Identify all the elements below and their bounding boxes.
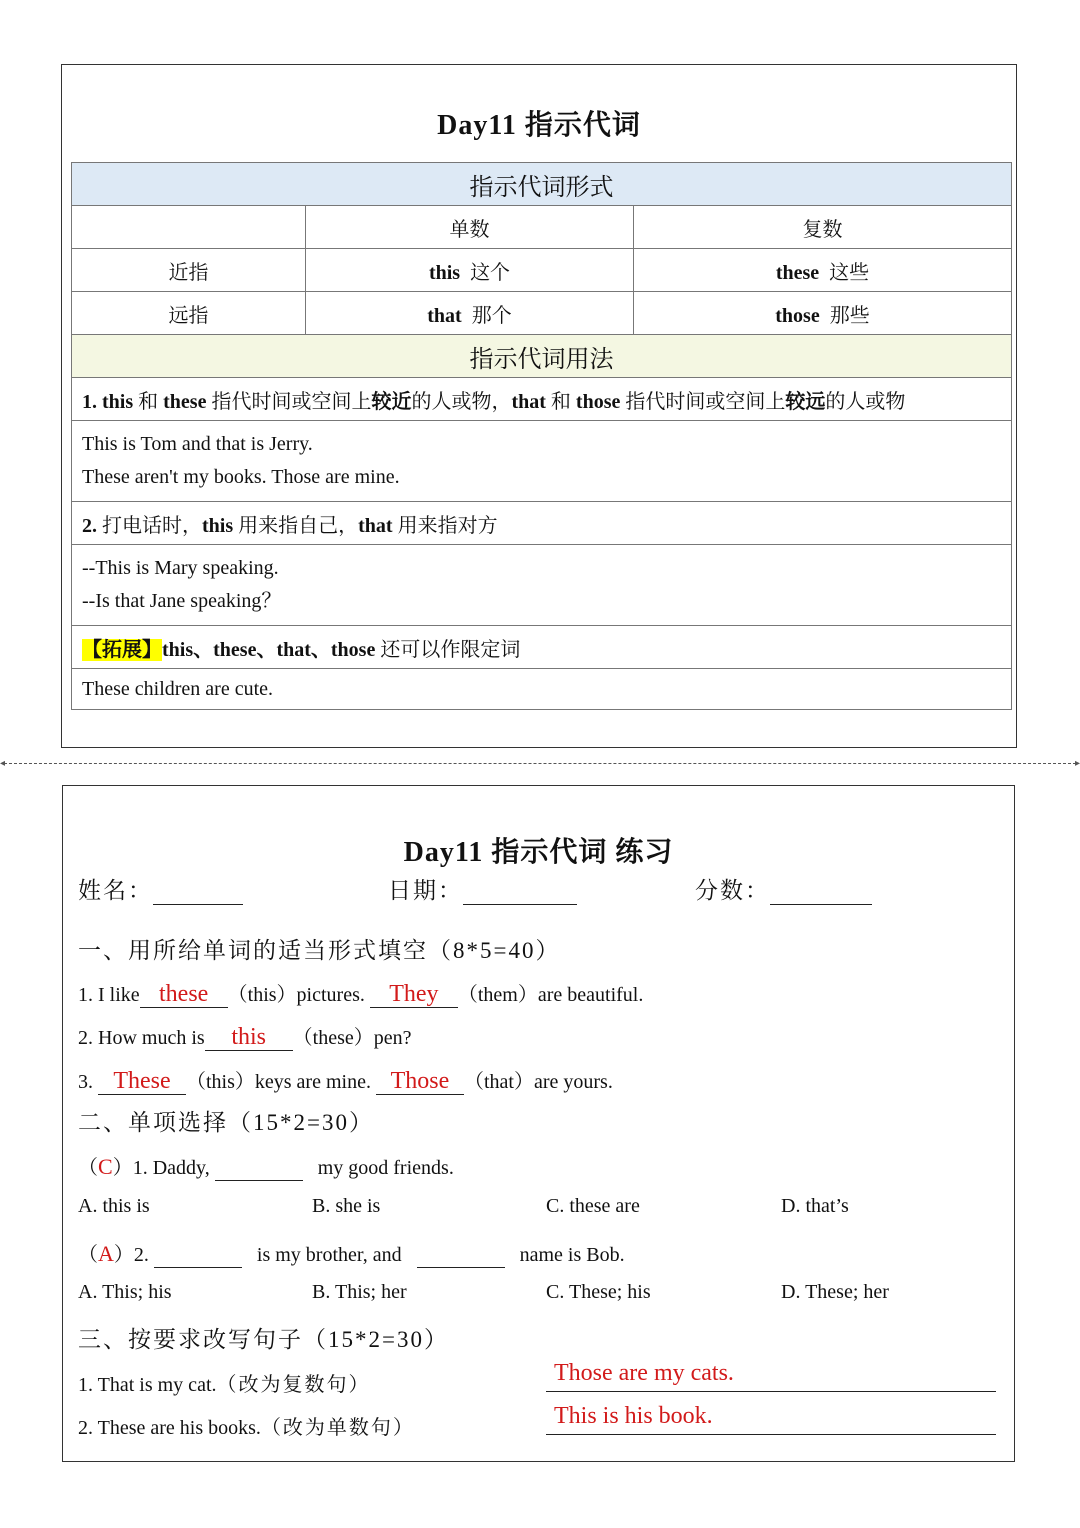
divider-right-arrow-icon: ▸ [1074, 758, 1080, 769]
far-plural: those 那些 [634, 292, 1012, 335]
mc-option-1c[interactable]: C. these are [546, 1195, 640, 1217]
forms-header: 指示代词形式 [72, 163, 1012, 206]
exercise-card [62, 785, 1015, 1462]
section-3-heading: 三、按要求改写句子（15*2=30） [78, 1327, 449, 1352]
fill-answer-1b[interactable]: They [370, 981, 458, 1008]
rewrite-answer-2[interactable]: This is his book. [546, 1403, 996, 1435]
mc-question-2: （A）2. is my brother, and name is Bob. [78, 1241, 625, 1266]
near-row [72, 249, 1012, 292]
near-plural: these 这些 [634, 249, 1012, 292]
exercise-title: Day11 指示代词 练习 [403, 837, 674, 868]
page-divider [4, 763, 1076, 764]
mc-option-1d[interactable]: D. that’s [781, 1195, 849, 1217]
rewrite-question-1: 1. That is my cat.（改为复数句） [78, 1374, 371, 1396]
singular-header: 单数 [306, 206, 634, 249]
mc-answer-1[interactable]: C [98, 1154, 113, 1179]
fill-question-1: 1. I like these （this）pictures. They （them）are beautiful. [78, 981, 644, 1007]
extend-rule: 【拓展】this、these、that、those 还可以作限定词 [72, 626, 1012, 669]
fill-answer-3a[interactable]: These [98, 1068, 186, 1095]
grammar-table [71, 162, 1012, 710]
mc-option-2b[interactable]: B. This; her [312, 1281, 407, 1303]
date-blank[interactable] [463, 878, 577, 905]
grammar-card [61, 64, 1017, 748]
mc-option-2c[interactable]: C. These; his [546, 1281, 651, 1303]
mc-question-1: （C）1. Daddy, my good friends. [78, 1154, 454, 1179]
example-3: These children are cute. [72, 669, 1012, 710]
fill-answer-1a[interactable]: these [140, 981, 228, 1008]
section-1-heading: 一、用所给单词的适当形式填空（8*5=40） [78, 938, 561, 963]
near-singular: this 这个 [306, 249, 634, 292]
date-field: 日期： [388, 872, 577, 905]
far-row [72, 292, 1012, 335]
fill-question-2: 2. How much is this （these）pen? [78, 1024, 412, 1050]
rule-2: 2. 打电话时，this 用来指自己，that 用来指对方 [72, 502, 1012, 545]
far-singular: that 那个 [306, 292, 634, 335]
mc-option-1b[interactable]: B. she is [312, 1195, 381, 1217]
usage-header: 指示代词用法 [72, 335, 1012, 378]
example-2: --This is Mary speaking. --Is that Jane speaking？ [72, 545, 1012, 626]
fill-answer-3b[interactable]: Those [376, 1068, 464, 1095]
grammar-title: Day11 指示代词 [437, 110, 641, 141]
name-blank[interactable] [153, 878, 243, 905]
name-field: 姓名： [78, 872, 243, 905]
far-label: 远指 [72, 292, 306, 335]
plural-header: 复数 [634, 206, 1012, 249]
mc-option-2a[interactable]: A. This; his [78, 1281, 172, 1303]
score-blank[interactable] [770, 878, 872, 905]
example-1: This is Tom and that is Jerry. These aren't my books. Those are mine. [72, 421, 1012, 502]
divider-left-arrow-icon: ◂ [0, 758, 6, 769]
mc-option-2d[interactable]: D. These; her [781, 1281, 889, 1303]
rewrite-answer-1[interactable]: Those are my cats. [546, 1360, 996, 1392]
near-label: 近指 [72, 249, 306, 292]
extend-tag: 【拓展】 [82, 638, 162, 661]
mc-blank-2b [417, 1244, 505, 1268]
section-2-heading: 二、单项选择（15*2=30） [78, 1110, 374, 1135]
empty-cell [72, 206, 306, 249]
mc-blank-2a [154, 1244, 242, 1268]
rule-1: 1. this 和 these 指代时间或空间上较近的人或物，that 和 those 指代时间或空间上较远的人或物 [72, 378, 1012, 421]
score-field: 分数： [695, 872, 872, 905]
fill-question-3: 3. These （this）keys are mine. Those （that）are yours. [78, 1068, 613, 1094]
rewrite-question-2: 2. These are his books.（改为单数句） [78, 1417, 415, 1439]
mc-blank-1 [215, 1157, 303, 1181]
mc-answer-2[interactable]: A [98, 1241, 114, 1266]
mc-option-1a[interactable]: A. this is [78, 1195, 150, 1217]
fill-answer-2[interactable]: this [205, 1024, 293, 1051]
